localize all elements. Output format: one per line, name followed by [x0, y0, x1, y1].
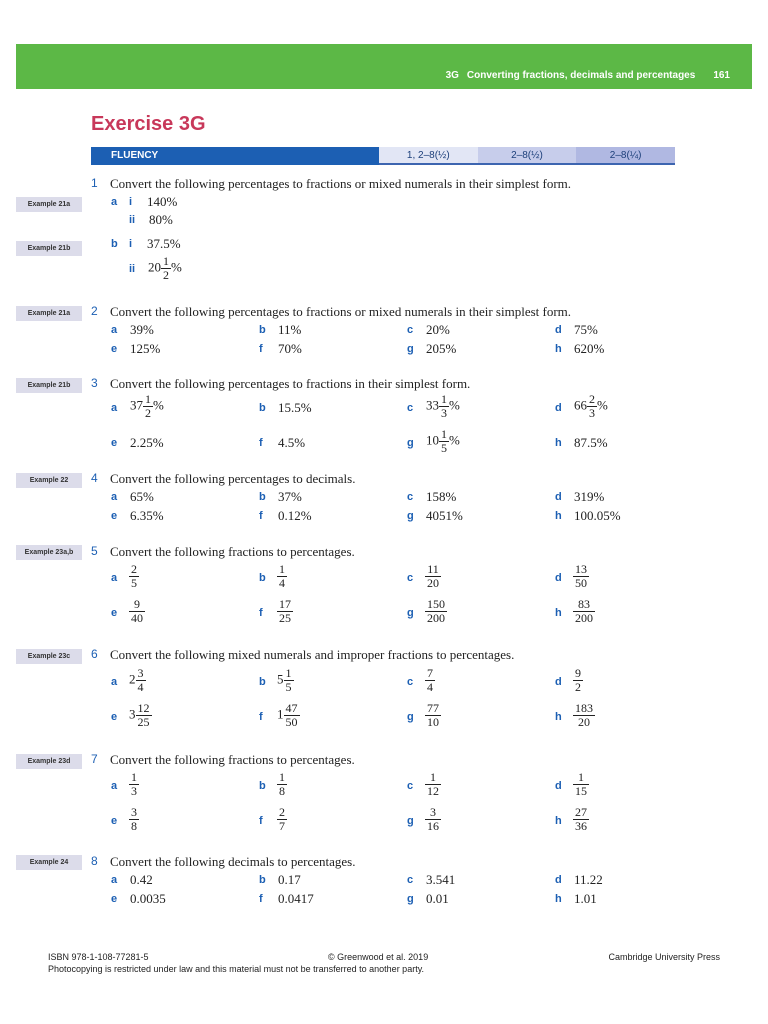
- whole-number: 3: [129, 706, 136, 722]
- fraction-value: [425, 771, 441, 798]
- question-number: 2: [91, 304, 98, 318]
- answer-value: 0.12%: [278, 508, 312, 523]
- fraction-value: [573, 667, 583, 694]
- question-number: 8: [91, 854, 98, 868]
- denominator: 4: [279, 576, 285, 590]
- part-label: b: [259, 402, 266, 414]
- answer-value: 0.0035: [130, 891, 166, 906]
- example-tag: Example 23c: [16, 649, 82, 664]
- denominator: 20: [427, 576, 439, 590]
- exercise-title: Exercise 3G: [91, 113, 206, 135]
- part-label: d: [555, 572, 562, 584]
- part-label: e: [111, 893, 118, 905]
- fraction: [129, 771, 139, 798]
- part-label: h: [555, 607, 562, 619]
- question-text: Convert the following percentages to fractions or mixed numerals in their simplest form.: [110, 304, 572, 319]
- page-number: 161: [713, 70, 730, 81]
- part-label: a: [111, 780, 118, 792]
- fraction-value: [277, 598, 293, 625]
- fraction: [129, 806, 139, 833]
- fraction: [277, 806, 287, 833]
- fraction-value: [425, 702, 441, 729]
- percent-sign: %: [171, 259, 182, 275]
- part-label: h: [555, 711, 562, 723]
- fluency-label: FLUENCY: [91, 147, 379, 165]
- part-label: a: [111, 324, 118, 336]
- numerator: 7: [427, 666, 433, 680]
- part-label: h: [555, 510, 562, 522]
- fraction-value: [277, 702, 300, 729]
- fraction-value: [573, 806, 589, 833]
- whole-number: 66: [574, 397, 587, 413]
- part-label: e: [111, 510, 118, 522]
- numerator: 47: [285, 701, 298, 715]
- question-text: Convert the following fractions to percentages.: [110, 752, 355, 767]
- part-label: h: [555, 815, 562, 827]
- part-label: f: [259, 893, 263, 905]
- denominator: 3: [131, 784, 137, 798]
- fraction: [284, 702, 300, 729]
- fraction: [587, 393, 597, 420]
- fraction-value: [129, 563, 139, 590]
- running-header: [438, 70, 730, 81]
- answer-value: 4051%: [426, 508, 463, 523]
- denominator: 40: [131, 611, 143, 625]
- question-text: Convert the following fractions to percentages.: [110, 544, 355, 559]
- denominator: 25: [137, 715, 150, 729]
- answer-value: 75%: [574, 322, 598, 337]
- isbn: ISBN 978-1-108-77281-5: [48, 952, 149, 962]
- example-tag: Example 24: [16, 855, 82, 870]
- fraction-value: [129, 702, 152, 729]
- example-tag: Example 21b: [16, 378, 82, 393]
- part-label: b: [259, 874, 266, 886]
- question-number: 5: [91, 544, 98, 558]
- denominator: 3: [589, 406, 595, 420]
- fraction: [573, 702, 595, 729]
- denominator: 5: [131, 576, 137, 590]
- subpart-label: ii: [129, 263, 136, 275]
- fraction-value: [277, 667, 294, 694]
- part-label: g: [407, 607, 414, 619]
- fraction-value: [277, 806, 287, 833]
- answer-value: 20%: [426, 322, 450, 337]
- numerator: 150: [427, 597, 445, 611]
- part-label: g: [407, 437, 414, 449]
- answer-value: 65%: [130, 489, 154, 504]
- fraction-value: [425, 563, 441, 590]
- part-label: f: [259, 711, 263, 723]
- part-label: g: [407, 711, 414, 723]
- denominator: 200: [575, 611, 593, 625]
- mixed-percent: [426, 428, 460, 455]
- denominator: 2: [575, 680, 581, 694]
- fraction: [573, 667, 583, 694]
- part-label: g: [407, 893, 414, 905]
- part-label: a: [111, 874, 118, 886]
- denominator: 16: [427, 819, 439, 833]
- numerator: 1: [441, 392, 447, 406]
- fraction-value: [277, 563, 287, 590]
- fraction-value: [573, 598, 595, 625]
- example-tag: Example 21b: [16, 241, 82, 256]
- fraction-value: [129, 771, 139, 798]
- denominator: 200: [427, 611, 445, 625]
- fraction: [573, 598, 595, 625]
- part-label: c: [407, 324, 414, 336]
- whole-number: 20: [148, 259, 161, 275]
- numerator: 9: [575, 666, 581, 680]
- fraction: [425, 806, 441, 833]
- fraction-value: [573, 563, 589, 590]
- fraction: [277, 771, 287, 798]
- fraction-value: [425, 598, 447, 625]
- part-label: e: [111, 607, 118, 619]
- fraction: [439, 393, 449, 420]
- fraction: [425, 598, 447, 625]
- question-number: 4: [91, 471, 98, 485]
- denominator: 4: [427, 680, 433, 694]
- answer-value: 87.5%: [574, 435, 608, 450]
- numerator: 17: [279, 597, 291, 611]
- whole-number: 37: [130, 397, 143, 413]
- part-label: d: [555, 402, 562, 414]
- part-label: e: [111, 815, 118, 827]
- question-number: 3: [91, 376, 98, 390]
- fraction: [573, 563, 589, 590]
- mixed-percent: [574, 393, 608, 420]
- numerator: 1: [441, 427, 447, 441]
- question-text: Convert the following percentages to fractions or mixed numerals in their simplest form.: [110, 176, 572, 191]
- denominator: 7: [279, 819, 285, 833]
- answer-value: 37.5%: [147, 236, 181, 251]
- numerator: 183: [575, 701, 593, 715]
- denominator: 2: [145, 406, 151, 420]
- part-label: b: [259, 491, 266, 503]
- question-number: 1: [91, 176, 98, 190]
- example-tag: Example 22: [16, 473, 82, 488]
- whole-number: 33: [426, 397, 439, 413]
- part-label: c: [407, 402, 414, 414]
- answer-value: 70%: [278, 341, 302, 356]
- numerator: 3: [131, 805, 137, 819]
- fraction-value: [573, 702, 595, 729]
- denominator: 50: [575, 576, 587, 590]
- part-label: c: [407, 572, 414, 584]
- numerator: 1: [163, 254, 169, 268]
- percent-sign: %: [153, 397, 164, 413]
- question-text: Convert the following percentages to decimals.: [110, 471, 356, 486]
- denominator: 20: [578, 715, 590, 729]
- numerator: 13: [575, 562, 587, 576]
- denominator: 5: [285, 680, 292, 694]
- denominator: 10: [427, 715, 439, 729]
- answer-value: 620%: [574, 341, 605, 356]
- numerator: 83: [573, 598, 595, 612]
- subpart-label: i: [129, 238, 133, 250]
- part-label: a: [111, 402, 118, 414]
- part-label: e: [111, 343, 118, 355]
- denominator: 8: [279, 784, 285, 798]
- fraction: [573, 771, 589, 798]
- part-label: a: [111, 196, 118, 208]
- answer-value: 80%: [149, 212, 173, 227]
- fluency-level-1: 1, 2–8(½): [379, 147, 478, 165]
- part-label: a: [111, 676, 118, 688]
- numerator: 2: [131, 562, 137, 576]
- answer-value: 4.5%: [278, 435, 306, 450]
- answer-value: 319%: [574, 489, 605, 504]
- part-label: g: [407, 815, 414, 827]
- percent-sign: %: [597, 397, 608, 413]
- mixed-percent: [426, 393, 460, 420]
- part-label: f: [259, 815, 263, 827]
- answer-value: 11%: [278, 322, 302, 337]
- fluency-bar: [91, 147, 675, 165]
- denominator: 36: [575, 819, 587, 833]
- numerator: 11: [425, 563, 441, 577]
- part-label: c: [407, 676, 414, 688]
- denominator: 50: [285, 715, 298, 729]
- example-tag: Example 23a,b: [16, 545, 82, 560]
- fraction: [143, 393, 153, 420]
- part-label: b: [259, 572, 266, 584]
- fraction: [284, 667, 294, 694]
- numerator: 2: [589, 392, 595, 406]
- answer-value: 39%: [130, 322, 154, 337]
- part-label: f: [259, 343, 263, 355]
- denominator: 15: [575, 784, 587, 798]
- numerator: 3: [137, 666, 144, 680]
- fraction-value: [129, 667, 146, 694]
- percent-sign: %: [449, 397, 460, 413]
- subpart-label: i: [129, 196, 133, 208]
- section-title: Converting fractions, decimals and percentages: [466, 70, 696, 81]
- whole-number: 5: [277, 671, 284, 687]
- numerator: 12: [137, 701, 150, 715]
- numerator: 27: [575, 805, 587, 819]
- subpart-label: ii: [129, 214, 136, 226]
- numerator: 1: [285, 666, 292, 680]
- answer-value: 1.01: [574, 891, 597, 906]
- numerator: 9: [129, 598, 145, 612]
- numerator: 1: [131, 770, 137, 784]
- fraction: [136, 667, 146, 694]
- answer-value: 0.0417: [278, 891, 314, 906]
- denominator: 5: [441, 441, 447, 455]
- numerator: 1: [279, 562, 285, 576]
- part-label: f: [259, 437, 263, 449]
- copying-notice: Photocopying is restricted under law and this material must not be transferred to another party.: [48, 964, 425, 974]
- part-label: f: [259, 510, 263, 522]
- denominator: 3: [441, 406, 447, 420]
- fraction: [277, 563, 287, 590]
- part-label: h: [555, 437, 562, 449]
- part-label: d: [555, 874, 562, 886]
- whole-number: 10: [426, 432, 439, 448]
- question-text: Convert the following mixed numerals and improper fractions to percentages.: [110, 647, 515, 662]
- part-label: g: [407, 510, 414, 522]
- fraction: [439, 428, 449, 455]
- numerator: 1: [425, 771, 441, 785]
- answer-value: 3.541: [426, 872, 456, 887]
- part-label: c: [407, 780, 414, 792]
- example-tag: Example 23d: [16, 754, 82, 769]
- numerator: 3: [425, 806, 441, 820]
- fraction: [161, 255, 171, 282]
- answer-value: 125%: [130, 341, 161, 356]
- example-tag: Example 21a: [16, 306, 82, 321]
- part-label: b: [111, 238, 118, 250]
- answer-value: 140%: [147, 194, 178, 209]
- fraction: [136, 702, 152, 729]
- answer-value: 100.05%: [574, 508, 621, 523]
- part-label: a: [111, 491, 118, 503]
- section-number: 3G: [445, 70, 459, 81]
- fluency-level-3: 2–8(¼): [576, 147, 675, 165]
- mixed-percent: [130, 393, 164, 420]
- fraction: [573, 806, 589, 833]
- denominator: 25: [279, 611, 291, 625]
- mixed-percent: [148, 255, 182, 282]
- fraction: [425, 667, 435, 694]
- fraction-value: [129, 806, 139, 833]
- answer-value: 15.5%: [278, 400, 312, 415]
- part-label: g: [407, 343, 414, 355]
- answer-value: 205%: [426, 341, 457, 356]
- percent-sign: %: [449, 432, 460, 448]
- question-number: 6: [91, 647, 98, 661]
- numerator: 2: [279, 805, 285, 819]
- denominator: 8: [131, 819, 137, 833]
- fraction-value: [573, 771, 589, 798]
- fraction: [277, 598, 293, 625]
- part-label: h: [555, 343, 562, 355]
- numerator: 77: [427, 701, 439, 715]
- part-label: d: [555, 676, 562, 688]
- answer-value: 37%: [278, 489, 302, 504]
- question-text: Convert the following percentages to fractions in their simplest form.: [110, 376, 471, 391]
- part-label: f: [259, 607, 263, 619]
- example-tag: Example 21a: [16, 197, 82, 212]
- copyright: © Greenwood et al. 2019: [328, 952, 429, 962]
- publisher: Cambridge University Press: [608, 952, 720, 962]
- fraction-value: [277, 771, 287, 798]
- fraction-value: [425, 806, 441, 833]
- part-label: a: [111, 572, 118, 584]
- fraction: [425, 771, 441, 798]
- answer-value: 0.01: [426, 891, 449, 906]
- answer-value: 6.35%: [130, 508, 164, 523]
- denominator: 2: [163, 268, 169, 282]
- part-label: e: [111, 437, 118, 449]
- part-label: c: [407, 491, 414, 503]
- part-label: e: [111, 711, 118, 723]
- part-label: b: [259, 780, 266, 792]
- fraction-value: [129, 598, 145, 625]
- denominator: 12: [427, 784, 439, 798]
- fraction: [129, 598, 145, 625]
- answer-value: 158%: [426, 489, 457, 504]
- part-label: h: [555, 893, 562, 905]
- fraction: [425, 702, 441, 729]
- denominator: 4: [137, 680, 144, 694]
- question-number: 7: [91, 752, 98, 766]
- whole-number: 1: [277, 706, 284, 722]
- part-label: b: [259, 676, 266, 688]
- part-label: d: [555, 491, 562, 503]
- answer-value: 0.42: [130, 872, 153, 887]
- part-label: d: [555, 780, 562, 792]
- fluency-level-2: 2–8(½): [478, 147, 577, 165]
- part-label: b: [259, 324, 266, 336]
- numerator: 1: [145, 392, 151, 406]
- numerator: 1: [573, 771, 589, 785]
- part-label: c: [407, 874, 414, 886]
- question-text: Convert the following decimals to percentages.: [110, 854, 356, 869]
- answer-value: 2.25%: [130, 435, 164, 450]
- header-banner: [16, 44, 752, 89]
- answer-value: 11.22: [574, 872, 603, 887]
- fraction: [129, 563, 139, 590]
- whole-number: 2: [129, 671, 136, 687]
- fraction-value: [425, 667, 435, 694]
- numerator: 1: [279, 770, 285, 784]
- fraction: [425, 563, 441, 590]
- answer-value: 0.17: [278, 872, 301, 887]
- part-label: d: [555, 324, 562, 336]
